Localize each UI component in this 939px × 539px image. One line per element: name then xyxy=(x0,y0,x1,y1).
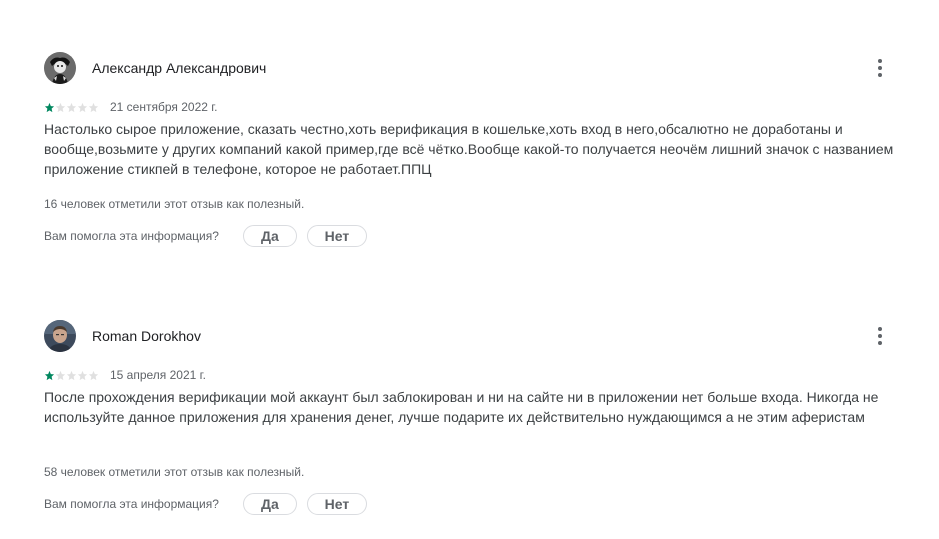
review-meta xyxy=(44,100,218,114)
more-vert-icon-dot xyxy=(878,341,882,345)
star-filled-icon xyxy=(44,370,55,381)
helpful-count: 58 человек отметили этот отзыв как полезный. xyxy=(44,465,305,479)
star-empty-icon xyxy=(55,102,66,113)
more-options-button[interactable] xyxy=(866,320,894,352)
star-empty-icon xyxy=(88,370,99,381)
helpful-question: Вам помогла эта информация? xyxy=(44,229,219,243)
more-vert-icon xyxy=(878,59,882,63)
review-header xyxy=(44,320,904,352)
review-text: Настолько сырое приложение, сказать честно,хоть верификация в кошельке,хоть вход в него,обсалютно не доработаны и вообще,возьмите у других компаний какой пример,где всё чётко.Вообще какой-то получается неочём лишний значок с названием приложение стикпей в телефоне, которое не работает.ППЦ xyxy=(44,121,894,177)
star-filled-icon xyxy=(44,102,55,113)
review-author: Александр Александрович xyxy=(92,60,267,76)
star-rating xyxy=(44,100,99,114)
review-author: Roman Dorokhov xyxy=(92,328,201,344)
review-date: 15 апреля 2021 г. xyxy=(110,368,206,382)
review-date: 21 сентября 2022 г. xyxy=(110,100,218,114)
avatar xyxy=(44,52,76,84)
helpful-question: Вам помогла эта информация? xyxy=(44,497,219,511)
star-empty-icon xyxy=(66,102,77,113)
no-button[interactable]: Нет xyxy=(307,493,367,515)
helpful-row xyxy=(44,224,377,248)
review-text: После прохождения верификации мой аккаунт был заблокирован и ни на сайте ни в приложении нет больше входа. Никогда не используйте данное приложения для хранения денег, лучше подарите их действительно нуждающимся а не этим аферистам xyxy=(44,389,879,425)
review-card xyxy=(44,320,904,520)
star-empty-icon xyxy=(77,370,88,381)
more-vert-icon-dot xyxy=(878,334,882,338)
avatar-photo-icon xyxy=(44,52,76,84)
more-options-button[interactable] xyxy=(866,52,894,84)
more-vert-icon-dot xyxy=(878,73,882,77)
helpful-count: 16 человек отметили этот отзыв как полезный. xyxy=(44,197,305,211)
more-vert-icon xyxy=(878,327,882,331)
review-card xyxy=(44,52,904,252)
more-vert-icon-dot xyxy=(878,66,882,70)
star-empty-icon xyxy=(66,370,77,381)
helpful-row xyxy=(44,492,377,516)
star-empty-icon xyxy=(88,102,99,113)
avatar xyxy=(44,320,76,352)
avatar-photo-icon xyxy=(44,320,76,352)
star-rating xyxy=(44,368,99,382)
no-button[interactable]: Нет xyxy=(307,225,367,247)
yes-button[interactable]: Да xyxy=(243,493,297,515)
review-meta xyxy=(44,368,206,382)
yes-button[interactable]: Да xyxy=(243,225,297,247)
star-empty-icon xyxy=(77,102,88,113)
review-header xyxy=(44,52,904,84)
star-empty-icon xyxy=(55,370,66,381)
